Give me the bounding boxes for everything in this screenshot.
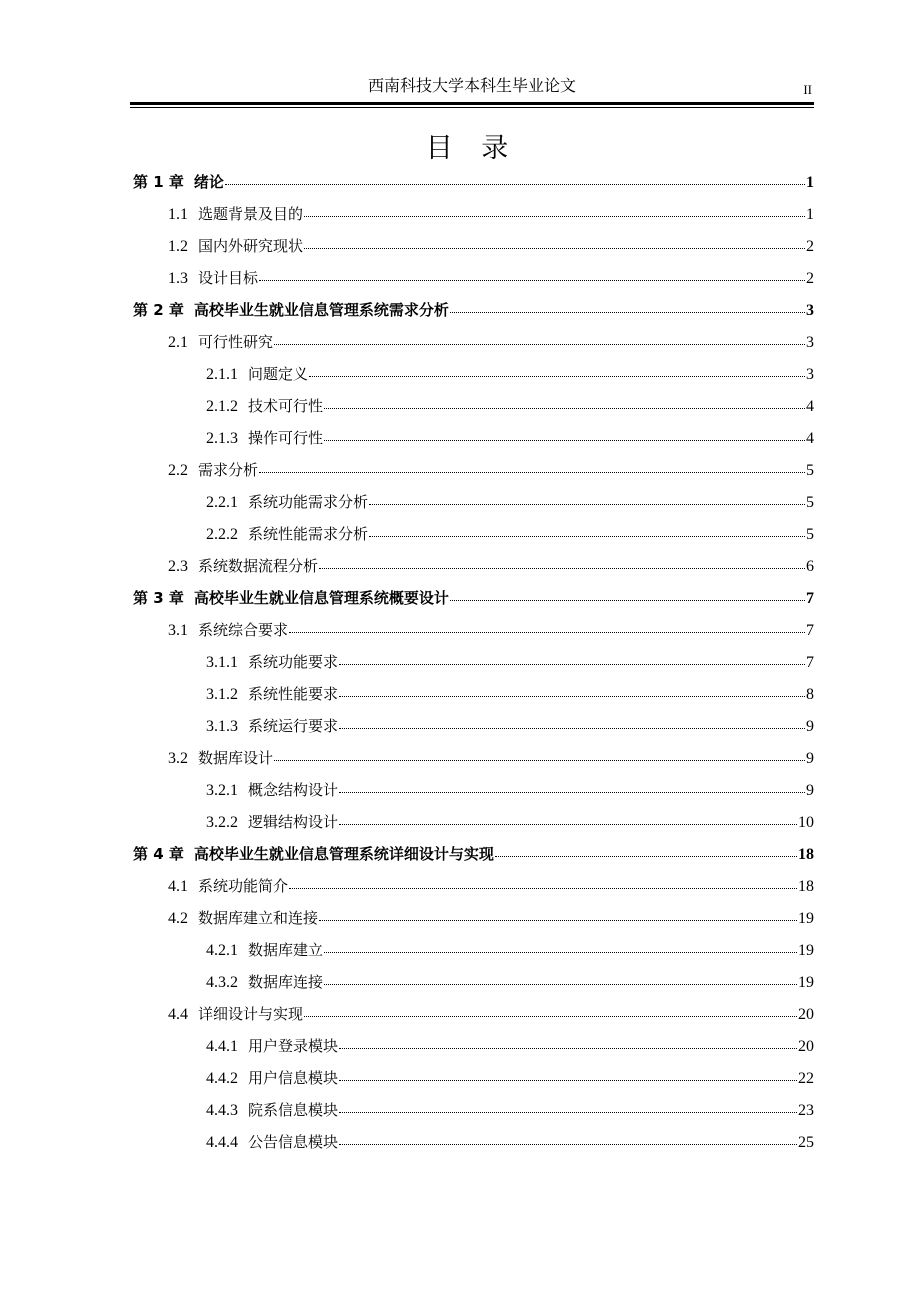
toc-entry-label: 系统功能需求分析: [248, 493, 369, 511]
toc-entry-number: 4.4.1: [206, 1038, 238, 1055]
toc-entry-number: 4.4: [168, 1006, 188, 1023]
toc-entry-page: 3: [806, 334, 814, 351]
toc-entry-number: 3.1.3: [206, 718, 238, 735]
toc-dot-leader: [339, 1143, 797, 1145]
toc-entry-number: 4.4.3: [206, 1102, 238, 1119]
toc-entry-number: 1.3: [168, 270, 188, 287]
toc-entry-page: 20: [798, 1006, 814, 1023]
toc-dot-leader: [324, 951, 797, 953]
toc-entry-page: 18: [798, 846, 814, 863]
toc-entry[interactable]: [130, 1035, 814, 1067]
toc-entry-label: 院系信息模块: [248, 1101, 339, 1119]
toc-entry-number: 4.4.4: [206, 1134, 238, 1151]
toc-entry-page: 7: [806, 590, 814, 607]
toc-entry[interactable]: [130, 843, 814, 875]
toc-entry-number: 4.2.1: [206, 942, 238, 959]
toc-entry-page: 5: [806, 526, 814, 543]
toc-dot-leader: [274, 759, 805, 761]
table-of-contents: [130, 171, 814, 1163]
toc-entry-page: 1: [806, 174, 814, 191]
toc-entry-label: 数据库建立和连接: [198, 909, 319, 927]
toc-entry-page: 3: [806, 302, 814, 319]
toc-entry-page: 4: [806, 398, 814, 415]
toc-entry[interactable]: [130, 651, 814, 683]
toc-entry-label: 选题背景及目的: [198, 205, 304, 223]
header-rule-thin: [130, 107, 814, 108]
toc-entry-number: 2.1.2: [206, 398, 238, 415]
toc-entry[interactable]: [130, 1131, 814, 1163]
toc-entry-page: 22: [798, 1070, 814, 1087]
toc-dot-leader: [339, 1079, 797, 1081]
toc-dot-leader: [495, 855, 797, 857]
header-rule-thick: [130, 102, 814, 105]
toc-entry-label: 系统性能需求分析: [248, 525, 369, 543]
toc-dot-leader: [304, 247, 805, 249]
toc-entry[interactable]: [130, 747, 814, 779]
toc-entry-label: 用户信息模块: [248, 1069, 339, 1087]
toc-dot-leader: [324, 407, 805, 409]
toc-entry-page: 23: [798, 1102, 814, 1119]
toc-dot-leader: [339, 1111, 797, 1113]
toc-entry-page: 20: [798, 1038, 814, 1055]
toc-entry[interactable]: [130, 203, 814, 235]
toc-entry-number: 3.2: [168, 750, 188, 767]
toc-dot-leader: [259, 471, 805, 473]
toc-entry-number: 第 1 章: [133, 173, 184, 191]
toc-dot-leader: [339, 663, 805, 665]
toc-entry[interactable]: [130, 1003, 814, 1035]
toc-entry-page: 1: [806, 206, 814, 223]
toc-entry-label: 系统数据流程分析: [198, 557, 319, 575]
toc-entry-label: 系统性能要求: [248, 685, 339, 703]
toc-entry[interactable]: [130, 939, 814, 971]
toc-dot-leader: [319, 919, 797, 921]
toc-dot-leader: [324, 983, 797, 985]
toc-entry-page: 5: [806, 494, 814, 511]
toc-entry-number: 2.2.1: [206, 494, 238, 511]
toc-entry-label: 技术可行性: [248, 397, 324, 415]
toc-entry[interactable]: [130, 619, 814, 651]
toc-dot-leader: [324, 439, 805, 441]
toc-dot-leader: [319, 567, 805, 569]
toc-entry-page: 7: [806, 654, 814, 671]
toc-entry-label: 逻辑结构设计: [248, 813, 339, 831]
toc-entry[interactable]: [130, 395, 814, 427]
toc-entry-number: 第 4 章: [133, 845, 184, 863]
toc-entry-label: 数据库设计: [198, 749, 274, 767]
header-title: 西南科技大学本科生毕业论文: [367, 76, 576, 95]
toc-entry-label: 数据库建立: [248, 941, 324, 959]
toc-entry-page: 10: [798, 814, 814, 831]
toc-title: 目 录: [425, 133, 519, 164]
toc-dot-leader: [339, 695, 805, 697]
toc-entry[interactable]: [130, 555, 814, 587]
toc-entry-page: 7: [806, 622, 814, 639]
toc-entry-number: 4.4.2: [206, 1070, 238, 1087]
toc-entry-label: 高校毕业生就业信息管理系统需求分析: [193, 301, 449, 319]
toc-entry-label: 公告信息模块: [248, 1133, 339, 1151]
toc-entry-label: 问题定义: [248, 365, 309, 383]
toc-entry-number: 2.1: [168, 334, 188, 351]
toc-entry-label: 设计目标: [198, 269, 259, 287]
toc-entry[interactable]: [130, 331, 814, 363]
toc-dot-leader: [225, 183, 805, 185]
toc-entry-label: 操作可行性: [248, 429, 324, 447]
toc-entry-label: 高校毕业生就业信息管理系统概要设计: [193, 589, 449, 607]
toc-entry[interactable]: [130, 267, 814, 299]
toc-dot-leader: [304, 215, 805, 217]
toc-entry-label: 详细设计与实现: [198, 1005, 304, 1023]
toc-entry-label: 可行性研究: [198, 333, 274, 351]
toc-entry-number: 2.3: [168, 558, 188, 575]
toc-entry-page: 18: [798, 878, 814, 895]
toc-entry-number: 2.2: [168, 462, 188, 479]
toc-dot-leader: [339, 791, 805, 793]
toc-entry[interactable]: [130, 1099, 814, 1131]
toc-entry-page: 9: [806, 782, 814, 799]
toc-entry-label: 数据库连接: [248, 973, 324, 991]
toc-entry-page: 2: [806, 270, 814, 287]
toc-entry-number: 3.1.2: [206, 686, 238, 703]
toc-entry-page: 2: [806, 238, 814, 255]
toc-entry-label: 系统运行要求: [248, 717, 339, 735]
toc-entry[interactable]: [130, 459, 814, 491]
toc-dot-leader: [339, 823, 797, 825]
toc-entry[interactable]: [130, 171, 814, 203]
toc-dot-leader: [289, 631, 805, 633]
toc-dot-leader: [259, 279, 805, 281]
toc-entry-page: 4: [806, 430, 814, 447]
toc-dot-leader: [289, 887, 797, 889]
toc-entry-number: 3.1: [168, 622, 188, 639]
toc-entry-number: 4.3.2: [206, 974, 238, 991]
toc-dot-leader: [450, 599, 805, 601]
toc-entry[interactable]: [130, 779, 814, 811]
toc-dot-leader: [450, 311, 805, 313]
toc-entry-number: 3.2.2: [206, 814, 238, 831]
toc-entry-label: 高校毕业生就业信息管理系统详细设计与实现: [193, 845, 494, 863]
toc-entry-page: 5: [806, 462, 814, 479]
toc-entry-label: 系统功能简介: [198, 877, 289, 895]
toc-entry-label: 绪论: [193, 173, 224, 191]
toc-entry-page: 19: [798, 942, 814, 959]
toc-entry[interactable]: [130, 1067, 814, 1099]
toc-entry[interactable]: [130, 491, 814, 523]
toc-entry-label: 用户登录模块: [248, 1037, 339, 1055]
toc-entry[interactable]: [130, 427, 814, 459]
toc-entry-page: 8: [806, 686, 814, 703]
toc-entry-number: 2.1.3: [206, 430, 238, 447]
toc-entry-page: 3: [806, 366, 814, 383]
toc-entry[interactable]: [130, 875, 814, 907]
toc-entry-page: 19: [798, 910, 814, 927]
toc-entry-page: 25: [798, 1134, 814, 1151]
toc-entry[interactable]: [130, 235, 814, 267]
toc-entry-label: 国内外研究现状: [198, 237, 304, 255]
toc-entry-label: 系统综合要求: [198, 621, 289, 639]
toc-entry-page: 6: [806, 558, 814, 575]
toc-dot-leader: [274, 343, 805, 345]
toc-entry[interactable]: [130, 907, 814, 939]
toc-entry-label: 需求分析: [198, 461, 259, 479]
toc-dot-leader: [309, 375, 805, 377]
toc-entry[interactable]: [130, 587, 814, 619]
toc-entry-number: 2.2.2: [206, 526, 238, 543]
header-page-number: II: [803, 82, 812, 97]
toc-entry-number: 1.1: [168, 206, 188, 223]
toc-entry-page: 9: [806, 750, 814, 767]
toc-dot-leader: [339, 1047, 797, 1049]
toc-entry-label: 系统功能要求: [248, 653, 339, 671]
toc-entry[interactable]: [130, 971, 814, 1003]
toc-entry[interactable]: [130, 715, 814, 747]
toc-entry[interactable]: [130, 683, 814, 715]
toc-entry[interactable]: [130, 523, 814, 555]
toc-dot-leader: [339, 727, 805, 729]
toc-entry-number: 2.1.1: [206, 366, 238, 383]
toc-entry-page: 9: [806, 718, 814, 735]
toc-dot-leader: [304, 1015, 797, 1017]
toc-entry-number: 4.2: [168, 910, 188, 927]
toc-entry-number: 1.2: [168, 238, 188, 255]
toc-entry[interactable]: [130, 811, 814, 843]
toc-entry-label: 概念结构设计: [248, 781, 339, 799]
toc-entry[interactable]: [130, 363, 814, 395]
toc-entry-number: 第 2 章: [133, 301, 184, 319]
toc-entry-number: 3.1.1: [206, 654, 238, 671]
toc-entry-page: 19: [798, 974, 814, 991]
toc-entry-number: 4.1: [168, 878, 188, 895]
toc-entry[interactable]: [130, 299, 814, 331]
toc-entry-number: 第 3 章: [133, 589, 184, 607]
toc-dot-leader: [369, 535, 805, 537]
toc-entry-number: 3.2.1: [206, 782, 238, 799]
toc-dot-leader: [369, 503, 805, 505]
